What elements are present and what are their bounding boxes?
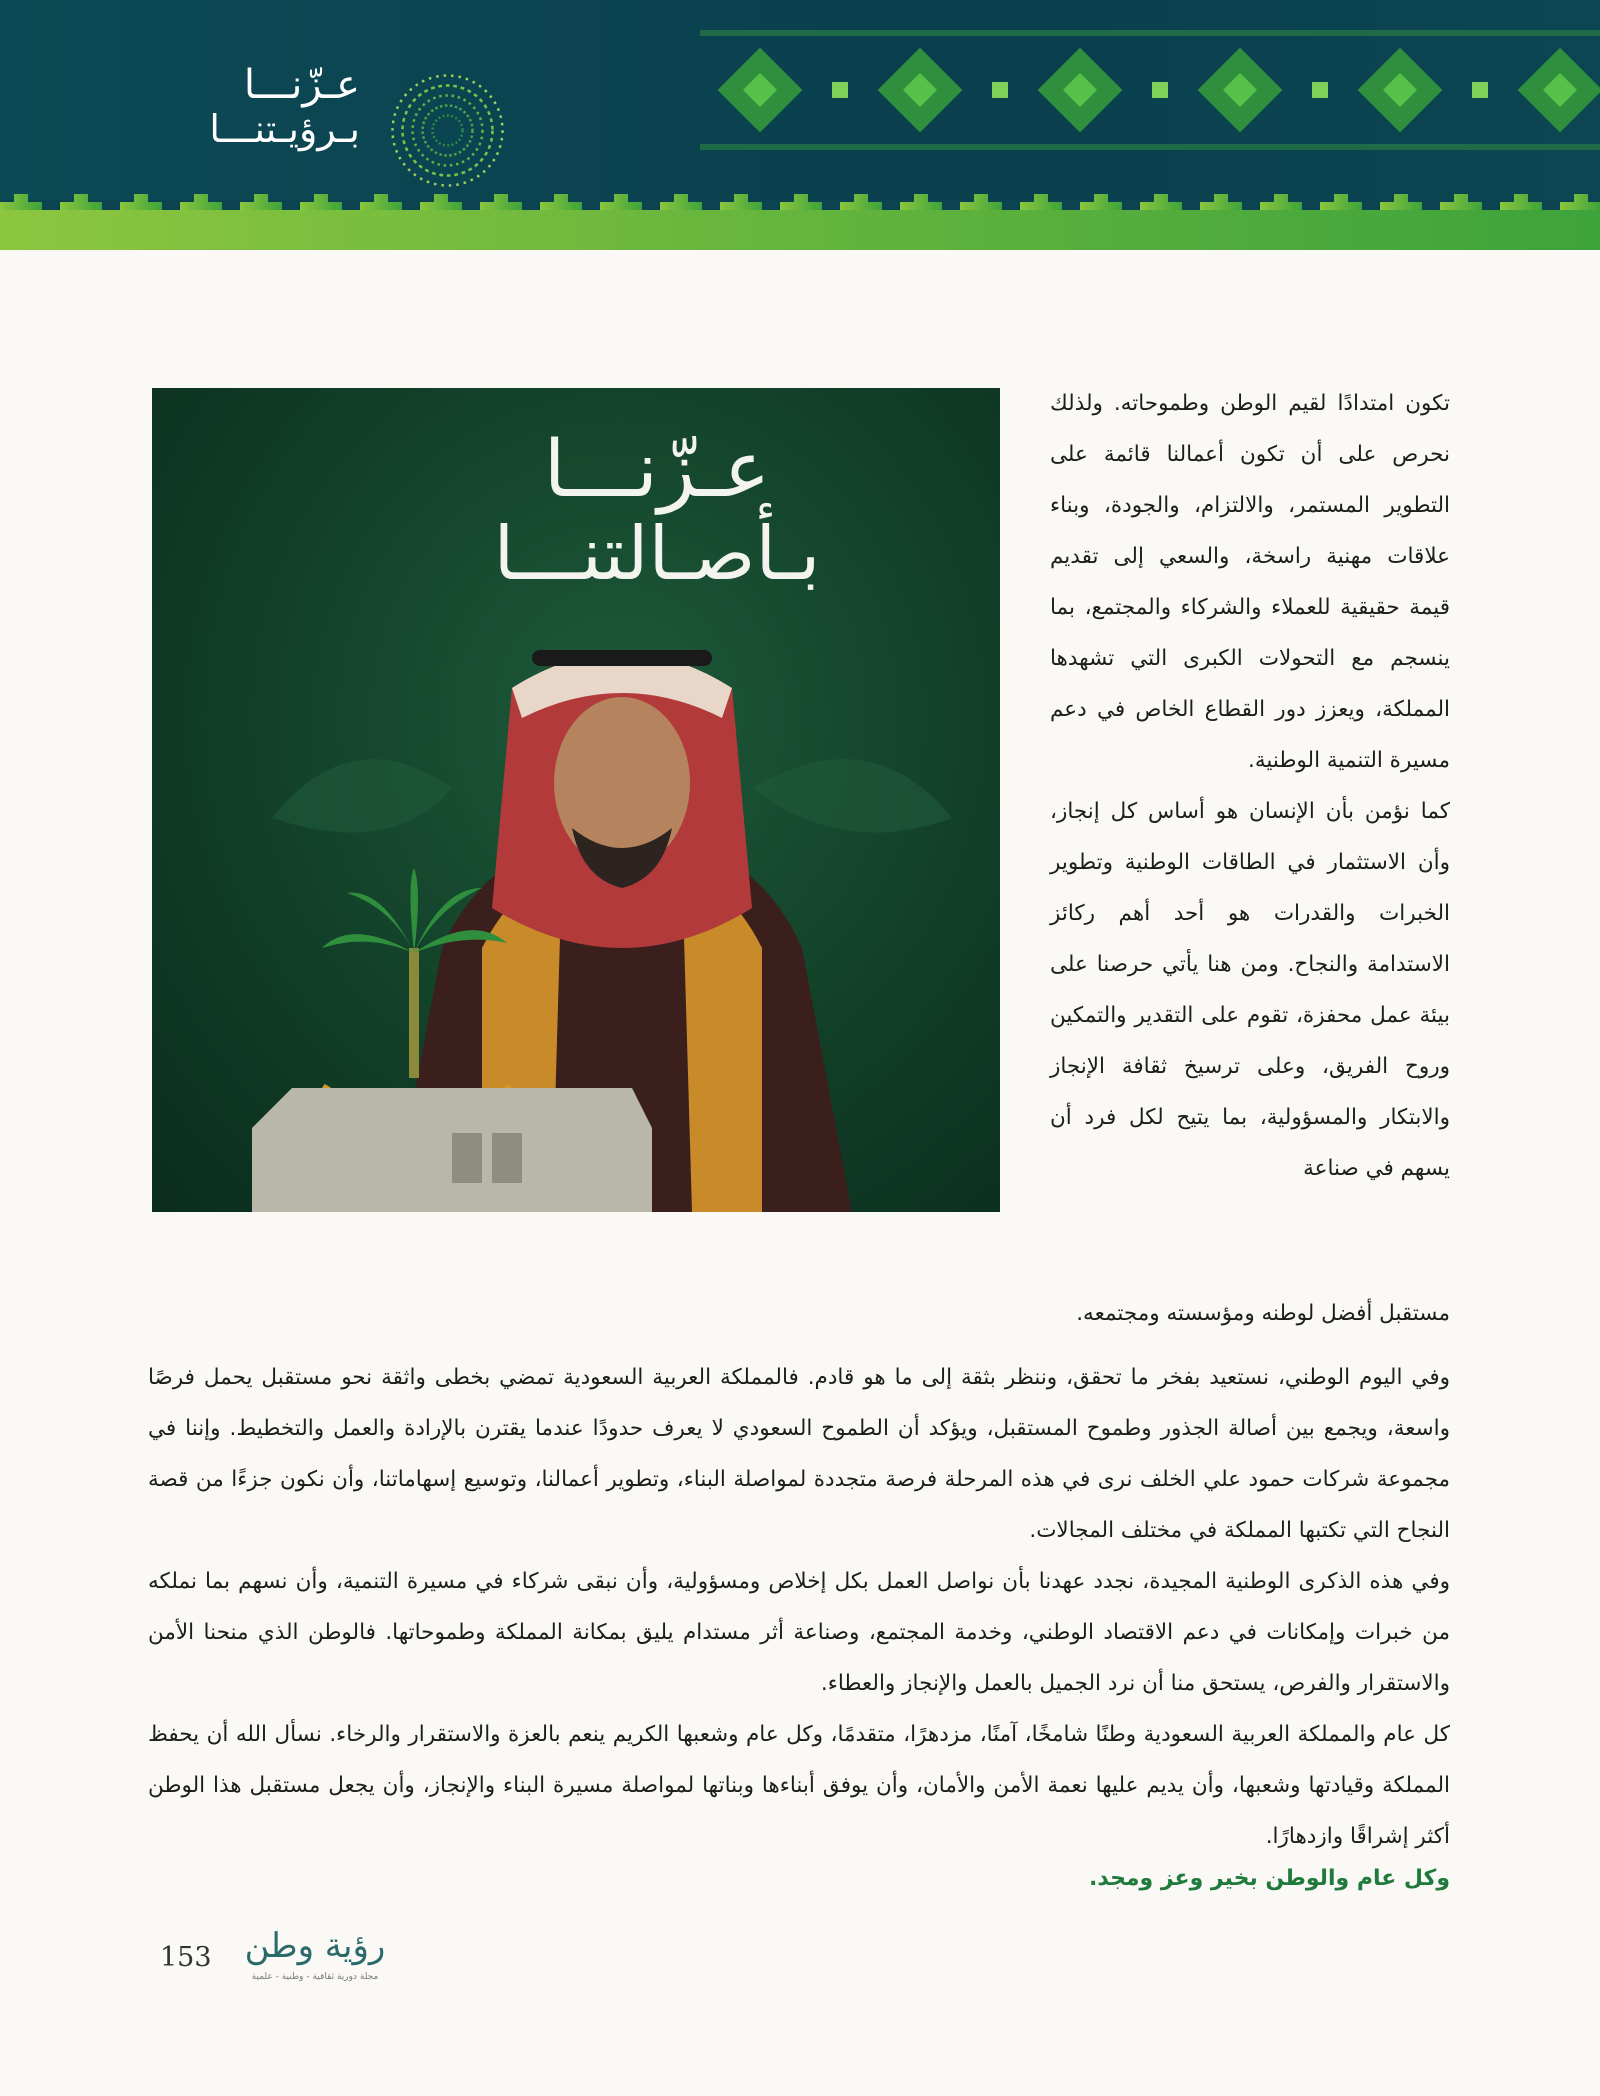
magazine-logo — [240, 1926, 390, 1992]
photo-title — [402, 425, 912, 597]
article-paragraph: تكون امتدادًا لقيم الوطن وطموحاته. ولذلك نحرص على أن تكون أعمالنا قائمة على التطوير المستمر، والالتزام، والجودة، وبناء علاقات مهنية راسخة، والسعي إلى تقديم قيمة حقيقية للعملاء والشركاء والمجتمع، بما ينسجم مع التحولات الكبرى التي تشهدها المملكة، ويعزز دور القطاع الخاص في دعم مسيرة التنمية الوطنية. — [1050, 391, 1450, 773]
vision-2030-emblem-icon — [385, 68, 510, 193]
page-number: 153 — [160, 1942, 212, 1973]
article-paragraph: وفي اليوم الوطني، نستعيد بفخر ما تحقق، وننظر بثقة إلى ما هو قادم. فالمملكة العربية السعودية تمضي بخطى واثقة نحو مستقبل يحمل فرصًا واسعة، ويجمع بين أصالة الجذور وطموح المستقبل، ويؤكد أن الطموح السعودي لا يعرف حدودًا عندما يقترن بالإرادة والعمل والتخطيط. وإننا في مجموعة شركات حمود علي الخلف نرى في هذه المرحلة فرصة متجددة لمواصلة البناء، وتطوير أعمالنا، وتوسيع إسهاماتنا، وأن نكون جزءًا من قصة النجاح التي تكتبها المملكة في مختلف المجالات. — [148, 1365, 1450, 1543]
article-narrow-column — [1050, 378, 1450, 1194]
article-paragraph: كما نؤمن بأن الإنسان هو أساس كل إنجاز، وأن الاستثمار في الطاقات الوطنية وتطوير الخبرات والقدرات هو أحد أهم ركائز الاستدامة والنجاح. ومن هنا يأتي حرصنا على بيئة عمل محفزة، تقوم على التقدير والتمكين وروح الفريق، وعلى ترسيخ ثقافة الإنجاز والابتكار والمسؤولية، بما يتيح لكل فرد أن يسهم في صناعة — [1050, 799, 1450, 1181]
article-continuation-line: مستقبل أفضل لوطنه ومؤسسته ومجتمعه. — [1076, 1301, 1450, 1326]
closing-greeting: وكل عام والوطن بخير وعز ومجد. — [1089, 1866, 1450, 1891]
sadu-pattern — [700, 20, 1600, 170]
article-wide-column — [148, 1352, 1450, 1862]
banner-stepped-border — [0, 180, 1600, 250]
magazine-logo-title: رؤية وطن — [244, 1926, 386, 1966]
photo-title-line-2: بـأصـالتنـــا — [493, 510, 821, 597]
logo-line-2: بـرؤيـتنـــا — [209, 107, 360, 151]
header-banner — [0, 0, 1600, 250]
vision-logo-text — [140, 62, 360, 152]
magazine-logo-subtitle: مجلة دورية ثقافية - وطنية - علمية — [251, 1972, 379, 1982]
article-paragraph: كل عام والمملكة العربية السعودية وطنًا شامخًا، آمنًا، مزدهرًا، متقدمًا، وكل عام وشعبها الكريم ينعم بالعزة والاستقرار والرخاء. نسأل الله أن يحفظ المملكة وقيادتها وشعبها، وأن يديم عليها نعمة الأمن والأمان، وأن يوفق أبناءها وبناتها لمواصلة مسيرة البناء والإنجاز، وأن يجعل مستقبل هذا الوطن أكثر إشراقًا وازدهارًا. — [148, 1722, 1450, 1849]
photo-title-line-1: عـزّنـــا — [543, 425, 771, 515]
logo-line-1: عـزّنـــا — [243, 62, 360, 108]
king-portrait-image — [152, 388, 1000, 1212]
article-paragraph: وفي هذه الذكرى الوطنية المجيدة، نجدد عهدنا بأن نواصل العمل بكل إخلاص ومسؤولية، وأن نبقى شركاء في مسيرة التنمية، وأن نسهم بما نملكه من خبرات وإمكانات في دعم الاقتصاد الوطني، وخدمة المجتمع، وصناعة أثر مستدام يليق بمكانة المملكة وطموحاتها. فالوطن الذي منحنا الأمن والاستقرار والفرص، يستحق منا أن نرد الجميل بالعمل والإنجاز والعطاء. — [148, 1569, 1450, 1696]
